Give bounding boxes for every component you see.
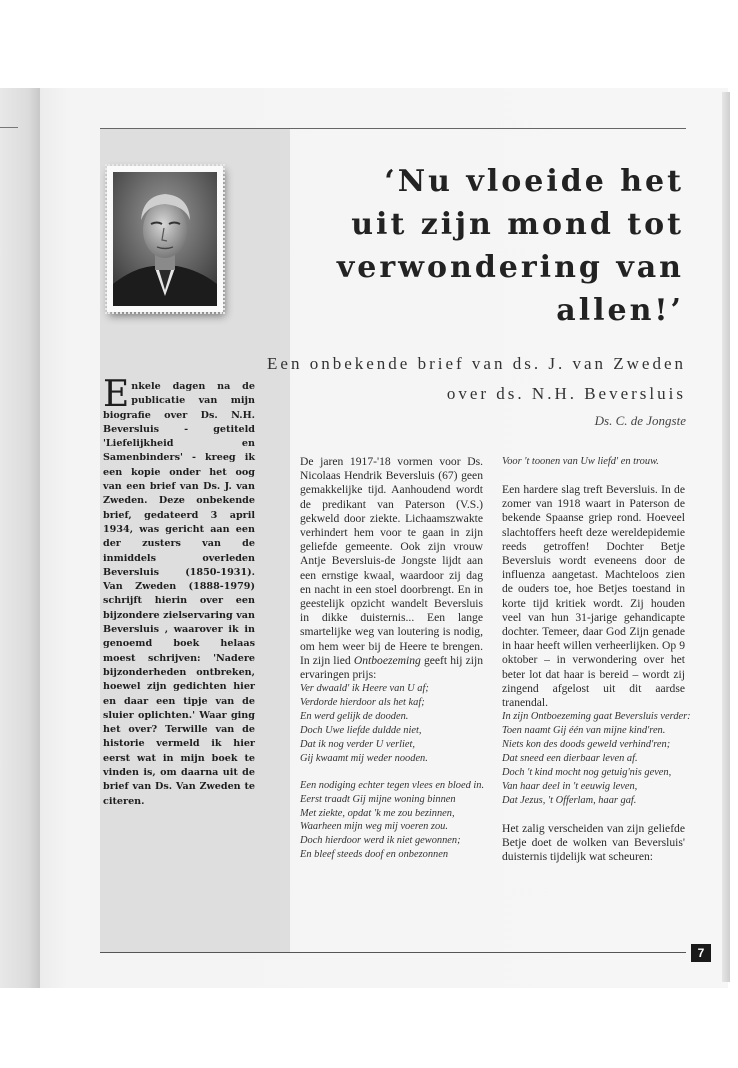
- poem-line: Waarheen mijn weg mij voeren zou.: [300, 821, 448, 833]
- poem-stanza: [502, 710, 691, 807]
- title-line: ‘Nu vloeide het: [384, 164, 684, 199]
- previous-page-edge: [0, 88, 40, 988]
- poem-line: En bleef steeds doof en onbezonnen: [300, 849, 449, 861]
- poem-line: Dat sneed een dierbaar leven af.: [502, 752, 638, 764]
- poem-line: Doch 't kind mocht nog getuig'nis geven,: [502, 766, 672, 778]
- title-line: uit zijn mond tot: [351, 207, 684, 242]
- drop-cap: E: [103, 374, 130, 415]
- subtitle-line: over ds. N.H. Beversluis: [446, 384, 686, 403]
- intro-text: [103, 374, 255, 809]
- poem-title: Ontboezeming: [353, 653, 421, 667]
- intro-body: nkele dagen na de publicatie van mijn biografie over Ds. N.H. Beversluis - getiteld 'Liefelijkheid en Samenbinders' - kreeg ik een kopie onder het oog van een brief van Ds. J. van Zweden. Deze onbekende brief, gedateerd 3 april 1934, was gericht aan een der zusters van de inmiddels overleden Beversluis (1850-1931). Van Zweden (1888-1979) schrijft hierin over een bijzondere zielservaring van Beversluis , waarover ik in genoemd boek helaas moest schrijven: 'Nadere bijzonderheden ontbreken, hoewel zijn gedichten hier en daar een tipje van de sluier oplichten.' Waar ging het over? Terwille van de historie vermeld ik hier eerst wat in mijn boek te vinden is, om daarna uit de brief van Ds. Van Zweden te citeren.: [103, 381, 255, 807]
- title-line: verwondering van: [336, 250, 684, 285]
- body-column-left: [300, 455, 483, 862]
- poem-line: Dat Jezus, 't Offerlam, haar gaf.: [502, 794, 637, 806]
- poem-line: Dat ik nog verder U verliet,: [300, 738, 416, 750]
- portrait-illustration: [113, 172, 217, 306]
- previous-page-rule: [0, 127, 18, 128]
- poem-line: In zijn Ontboezeming gaat Beversluis verder:: [502, 711, 691, 723]
- bottom-rule: [100, 952, 686, 953]
- portrait-photo: [107, 166, 223, 312]
- poem-line: Met ziekte, opdat 'k me zou bezinnen,: [300, 807, 455, 819]
- poem-stanza: [300, 779, 483, 862]
- poem-line: Gij kwaamt mij weder nooden.: [300, 752, 428, 764]
- poem-line: Niets kon des doods geweld verhind'ren;: [502, 738, 671, 750]
- poem-line: Voor 't toonen van Uw liefd' en trouw.: [502, 456, 659, 467]
- portrait-image: [113, 172, 217, 306]
- top-rule: [100, 128, 686, 129]
- poem-line: Van haar deel in 't eeuwig leven,: [502, 780, 638, 792]
- title-line: allen!’: [556, 293, 684, 328]
- poem-stanza: [300, 682, 483, 765]
- paragraph-text: De jaren 1917-'18 vormen voor Ds. Nicolaas Hendrik Beversluis (67) geen gemakkelijke tijd. Aanhoudend wordt de predikant van Paterson (V.S.) gekweld door ziekte. Lichaamszwakte verhindert hem voor te gaan in zijn geliefde gemeente. Ook zijn vrouw Antje Beversluis-de Jongste lijdt aan een ernstige kwaal, waardoor zij dag en nacht in een stoel doorbrengt. En in geestelijk opzicht wandelt Beversluis in dikke duisternis... Een lange smartelijke weg van loutering is nodig, om hem weer bij de Heere te brengen. In zijn lied: [300, 455, 483, 667]
- body-paragraph: [300, 455, 483, 682]
- paragraph-text: geeft hij zijn ervaringen prijs:: [300, 653, 484, 682]
- article-author: Ds. C. de Jongste: [594, 413, 686, 428]
- article-subtitle: [267, 349, 686, 409]
- poem-line: Verdorde hierdoor als het kaf;: [300, 697, 425, 709]
- poem-line: En werd gelijk de dooden.: [300, 711, 409, 723]
- poem-line: Doch Uwe liefde duldde niet,: [300, 724, 422, 736]
- poem-line: Ver dwaald' ik Heere van U af;: [300, 683, 429, 695]
- poem-line: Toen naamt Gij één van mijne kind'ren.: [502, 725, 666, 737]
- article-title: [300, 160, 684, 332]
- body-paragraph: Een hardere slag treft Beversluis. In de zomer van 1918 waart in Paterson de bekende Spaanse griep rond. Hoeveel slachtoffers heeft deze wereldepidemie reeds getroffen! Dochter Betje Beversluis wordt eveneens door de influenza aangetast. Machteloos zien de ouders toe, hoe Betjes toestand in korte tijd kritiek wordt. Zij houden veel van hun 31-jarige gehandicapte dochter. Temeer, daar God Zijn genade in haar heeft willen verheerlijken. Op 9 oktober – in verwondering over het beter lot dat haar is bereid – wordt zij zingend afgelost uit dit aardse tranendal.: [502, 482, 685, 709]
- body-paragraph: Het zalig verscheiden van zijn geliefde Betje doet de wolken van Beversluis' duisternis tijdelijk wat scheuren:: [502, 821, 685, 863]
- page-number: 7: [691, 944, 711, 962]
- poem-line: Doch hierdoor werd ik niet gewonnen;: [300, 835, 461, 847]
- poem-line: Eerst traadt Gij mijne woning binnen: [300, 793, 456, 805]
- subtitle-line: Een onbekende brief van ds. J. van Zweden: [267, 354, 686, 373]
- page-edge-shadow: [722, 92, 730, 982]
- body-column-right: [502, 455, 691, 864]
- poem-line: Een nodiging echter tegen vlees en bloed in.: [300, 779, 485, 791]
